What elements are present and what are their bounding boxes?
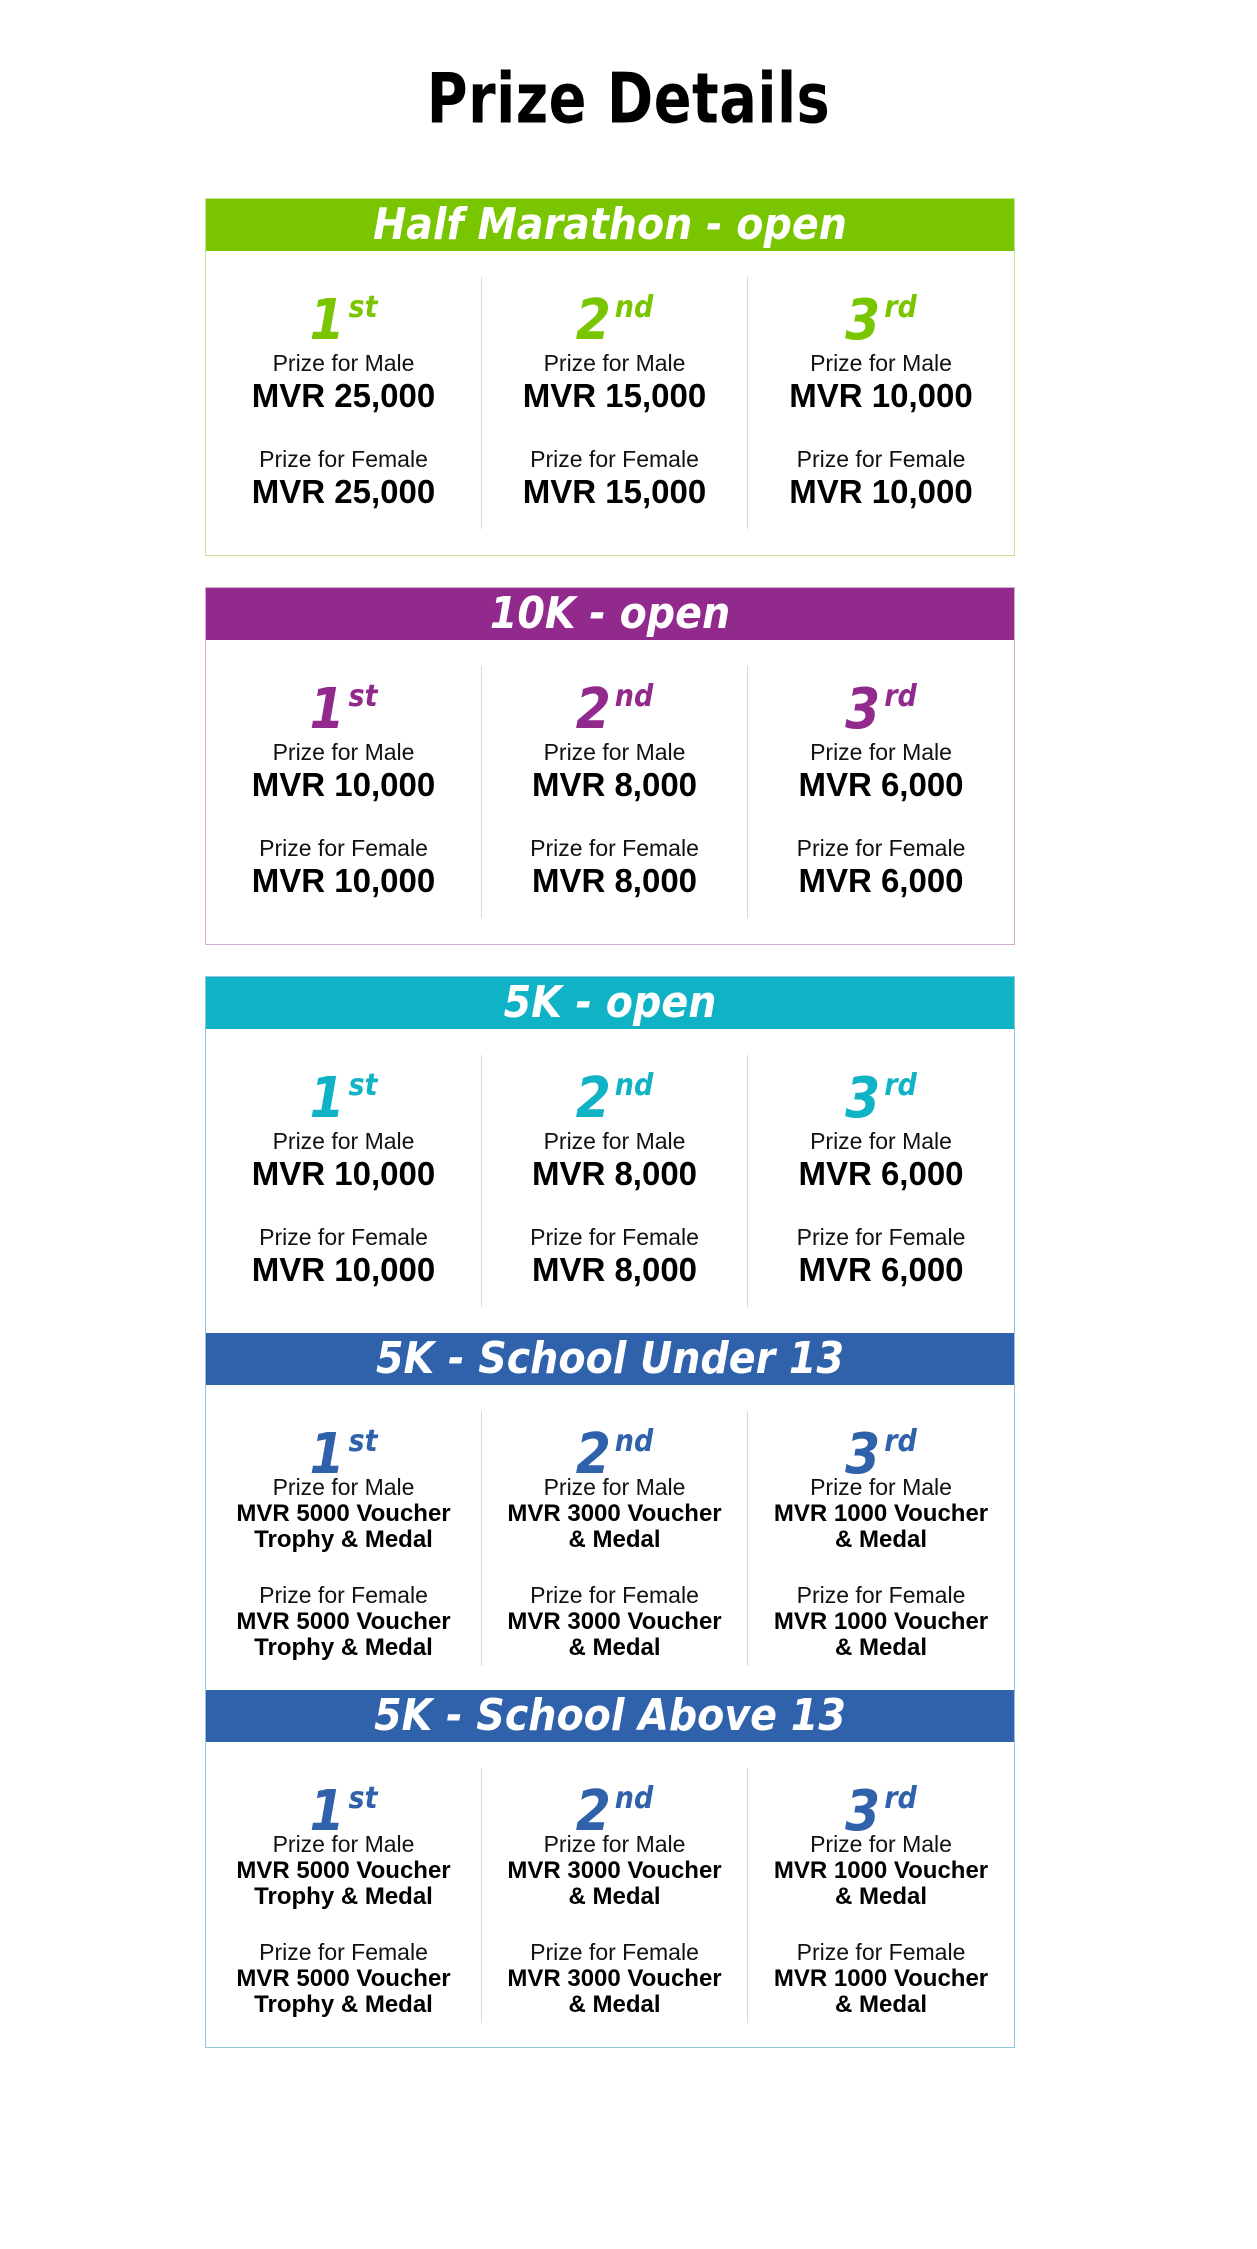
- rank-suffix: st: [348, 1068, 378, 1103]
- rank-number: 1: [309, 1779, 345, 1844]
- rank-number: 1: [309, 288, 345, 353]
- section-body: [206, 1029, 1014, 1333]
- place-third: [748, 1029, 1014, 1333]
- rank-number: 3: [845, 1422, 881, 1487]
- place-first: [206, 640, 481, 944]
- place-rank: [206, 277, 481, 353]
- section-body: [206, 251, 1014, 555]
- place-third: [748, 251, 1014, 555]
- male-prize-extra: Trophy & Medal: [254, 1883, 433, 1910]
- place-rank: [748, 1055, 1014, 1131]
- male-prize-label: Prize for Male: [543, 350, 686, 376]
- female-prize-value: MVR 10,000: [789, 473, 973, 510]
- rank-number: 2: [575, 288, 611, 353]
- male-prize-extra: & Medal: [834, 1526, 927, 1553]
- place-first: [206, 1029, 481, 1333]
- female-prize-label: Prize for Female: [796, 1224, 966, 1250]
- female-prize-label: Prize for Female: [796, 835, 966, 861]
- place-second: [482, 251, 747, 555]
- section-header: Half Marathon - open: [206, 199, 1014, 251]
- male-prize-value: MVR 10,000: [251, 766, 436, 803]
- rank-suffix: st: [348, 679, 378, 714]
- rank-number: 2: [575, 677, 611, 742]
- male-prize-label: Prize for Male: [810, 739, 952, 765]
- rank-suffix: rd: [884, 290, 917, 325]
- section-body: [206, 640, 1014, 944]
- rank-number: 3: [845, 1066, 881, 1131]
- section-10k: [205, 587, 1015, 945]
- place-rank: [206, 666, 481, 742]
- place-second: [482, 1029, 747, 1333]
- section-header: 5K - School Under 13: [206, 1333, 1014, 1385]
- section-body: [206, 1385, 1014, 1690]
- female-prize-extra: & Medal: [568, 1991, 661, 2018]
- rank-suffix: nd: [614, 679, 654, 714]
- page-title: Prize Details: [426, 57, 831, 140]
- section-5k-school-under-13: [205, 1333, 1015, 1690]
- place-first: [206, 1385, 481, 1690]
- rank-number: 2: [575, 1779, 611, 1844]
- place-rank: [482, 666, 747, 742]
- male-prize-voucher: MVR 5000 Voucher: [236, 1857, 451, 1884]
- place-third: [748, 1742, 1014, 2047]
- rank-number: 1: [309, 677, 345, 742]
- rank-suffix: st: [348, 1424, 378, 1459]
- female-prize-label: Prize for Female: [530, 1582, 699, 1608]
- rank-number: 2: [575, 1066, 611, 1131]
- rank-suffix: rd: [884, 1781, 917, 1816]
- male-prize-label: Prize for Male: [810, 1474, 952, 1500]
- male-prize-label: Prize for Male: [543, 1474, 686, 1500]
- female-prize-extra: Trophy & Medal: [254, 1634, 433, 1661]
- male-prize-label: Prize for Male: [272, 1831, 415, 1857]
- male-prize-label: Prize for Male: [272, 739, 415, 765]
- male-prize-value: MVR 25,000: [251, 377, 436, 414]
- male-prize-value: MVR 8,000: [531, 766, 698, 803]
- section-header: 5K - open: [206, 977, 1014, 1029]
- section-body: [206, 1742, 1014, 2047]
- male-prize-value: MVR 6,000: [798, 1155, 964, 1192]
- female-prize-value: MVR 6,000: [798, 1251, 964, 1288]
- male-prize-voucher: MVR 3000 Voucher: [507, 1857, 722, 1884]
- male-prize-voucher: MVR 1000 Voucher: [773, 1857, 989, 1884]
- female-prize-label: Prize for Female: [796, 446, 966, 472]
- rank-number: 2: [575, 1422, 611, 1487]
- female-prize-value: MVR 8,000: [531, 862, 698, 899]
- place-second: [482, 640, 747, 944]
- female-prize-label: Prize for Female: [530, 446, 699, 472]
- place-third: [748, 1385, 1014, 1690]
- female-prize-extra: & Medal: [568, 1634, 661, 1661]
- female-prize-voucher: MVR 1000 Voucher: [773, 1965, 989, 1992]
- place-rank: [482, 277, 747, 353]
- female-prize-label: Prize for Female: [259, 1582, 428, 1608]
- place-second: [482, 1385, 747, 1690]
- place-rank: [748, 666, 1014, 742]
- rank-suffix: nd: [614, 1068, 654, 1103]
- female-prize-label: Prize for Female: [259, 1939, 428, 1965]
- male-prize-extra: & Medal: [834, 1883, 927, 1910]
- female-prize-value: MVR 25,000: [251, 473, 436, 510]
- section-5k-school-above-13: [205, 1690, 1015, 2048]
- male-prize-label: Prize for Male: [810, 1128, 952, 1154]
- female-prize-label: Prize for Female: [259, 835, 428, 861]
- female-prize-value: MVR 10,000: [251, 862, 436, 899]
- place-third: [748, 640, 1014, 944]
- female-prize-value: MVR 10,000: [251, 1251, 436, 1288]
- female-prize-value: MVR 6,000: [798, 862, 964, 899]
- rank-suffix: st: [348, 1781, 378, 1816]
- female-prize-voucher: MVR 1000 Voucher: [773, 1608, 989, 1635]
- place-rank: [206, 1055, 481, 1131]
- male-prize-value: MVR 6,000: [798, 766, 964, 803]
- female-prize-label: Prize for Female: [530, 1939, 699, 1965]
- male-prize-voucher: MVR 5000 Voucher: [236, 1500, 451, 1527]
- male-prize-value: MVR 15,000: [522, 377, 707, 414]
- place-second: [482, 1742, 747, 2047]
- rank-suffix: st: [348, 290, 378, 325]
- female-prize-value: MVR 15,000: [522, 473, 707, 510]
- female-prize-label: Prize for Female: [796, 1582, 966, 1608]
- section-header: 5K - School Above 13: [206, 1690, 1014, 1742]
- male-prize-extra: & Medal: [568, 1883, 661, 1910]
- place-rank: [482, 1055, 747, 1131]
- rank-number: 3: [845, 288, 881, 353]
- female-prize-voucher: MVR 5000 Voucher: [236, 1608, 451, 1635]
- section-half-marathon: [205, 198, 1015, 556]
- rank-number: 3: [845, 677, 881, 742]
- male-prize-label: Prize for Male: [543, 1831, 686, 1857]
- male-prize-label: Prize for Male: [272, 1128, 415, 1154]
- female-prize-voucher: MVR 5000 Voucher: [236, 1965, 451, 1992]
- male-prize-value: MVR 8,000: [531, 1155, 698, 1192]
- female-prize-label: Prize for Female: [259, 446, 428, 472]
- female-prize-voucher: MVR 3000 Voucher: [507, 1965, 722, 1992]
- female-prize-label: Prize for Female: [259, 1224, 428, 1250]
- female-prize-extra: Trophy & Medal: [254, 1991, 433, 2018]
- male-prize-label: Prize for Male: [810, 1831, 952, 1857]
- rank-suffix: rd: [884, 1068, 917, 1103]
- male-prize-voucher: MVR 3000 Voucher: [507, 1500, 722, 1527]
- male-prize-value: MVR 10,000: [251, 1155, 436, 1192]
- section-5k-open: [205, 976, 1015, 1333]
- rank-number: 1: [309, 1422, 345, 1487]
- place-first: [206, 251, 481, 555]
- rank-suffix: nd: [614, 1781, 654, 1816]
- place-first: [206, 1742, 481, 2047]
- female-prize-label: Prize for Female: [796, 1939, 966, 1965]
- male-prize-extra: Trophy & Medal: [254, 1526, 433, 1553]
- male-prize-value: MVR 10,000: [789, 377, 973, 414]
- section-header: 10K - open: [206, 588, 1014, 640]
- male-prize-voucher: MVR 1000 Voucher: [773, 1500, 989, 1527]
- rank-number: 3: [845, 1779, 881, 1844]
- female-prize-voucher: MVR 3000 Voucher: [507, 1608, 722, 1635]
- male-prize-label: Prize for Male: [543, 1128, 686, 1154]
- female-prize-extra: & Medal: [834, 1634, 927, 1661]
- place-rank: [748, 277, 1014, 353]
- rank-number: 1: [309, 1066, 345, 1131]
- male-prize-extra: & Medal: [568, 1526, 661, 1553]
- rank-suffix: rd: [884, 1424, 917, 1459]
- female-prize-extra: & Medal: [834, 1991, 927, 2018]
- male-prize-label: Prize for Male: [810, 350, 952, 376]
- male-prize-label: Prize for Male: [272, 1474, 415, 1500]
- female-prize-value: MVR 8,000: [531, 1251, 698, 1288]
- male-prize-label: Prize for Male: [543, 739, 686, 765]
- female-prize-label: Prize for Female: [530, 1224, 699, 1250]
- rank-suffix: rd: [884, 679, 917, 714]
- male-prize-label: Prize for Male: [272, 350, 415, 376]
- rank-suffix: nd: [614, 1424, 654, 1459]
- female-prize-label: Prize for Female: [530, 835, 699, 861]
- rank-suffix: nd: [614, 290, 654, 325]
